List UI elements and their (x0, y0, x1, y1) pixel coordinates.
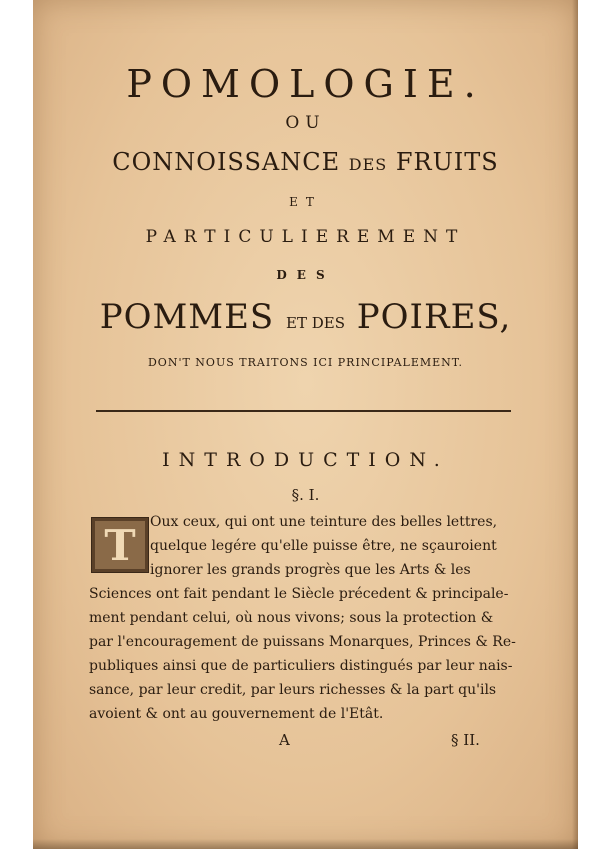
body-line: quelque legére qu'elle puisse être, ne sçauroient (150, 538, 497, 554)
title-ou: OU (285, 113, 326, 133)
title-pommes-poires-line (33, 297, 578, 337)
word-poires: POIRES, (356, 297, 512, 337)
title-connoissance-line (33, 148, 578, 176)
word-pommes: POMMES (99, 297, 275, 337)
title-particulierement: PARTICULIEREMENT (145, 227, 466, 247)
title-des: DES (276, 268, 335, 282)
title-et: ET (289, 195, 322, 209)
body-line: publiques ainsi que de particuliers distingués par leur nais- (89, 658, 513, 674)
signature-mark: A (279, 731, 290, 749)
word-fruits: FRUITS (395, 148, 499, 176)
body-line: Oux ceux, qui ont une teinture des belles lettres, (150, 514, 498, 530)
section-number: §. I. (291, 486, 320, 504)
body-line: Sciences ont fait pendant le Siècle précedent & principale- (89, 586, 509, 602)
main-title: POMOLOGIE. (126, 62, 485, 106)
word-des: DES (348, 155, 388, 174)
ornamental-drop-cap: T (91, 517, 149, 573)
book-page (33, 0, 578, 849)
title-divider-rule (96, 410, 511, 412)
subtitle: DON'T NOUS TRAITONS ICI PRINCIPALEMENT. (147, 356, 463, 369)
body-line: par l'encouragement de puissans Monarques, Princes & Re- (89, 634, 516, 650)
body-line: avoient & ont au gouvernement de l'Etât. (89, 706, 384, 722)
page-bottom-shadow (33, 839, 578, 849)
word-et-des: ET DES (286, 314, 345, 332)
body-line: ment pendant celui, où nous vivons; sous la protection & (89, 610, 494, 626)
word-connoissance: CONNOISSANCE (112, 148, 341, 176)
body-line: ignorer les grands progrès que les Arts & les (150, 562, 471, 578)
introduction-heading: INTRODUCTION. (162, 449, 449, 471)
body-line: sance, par leur credit, par leurs richesses & la part qu'ils (89, 682, 497, 698)
catchword: § II. (451, 731, 480, 749)
